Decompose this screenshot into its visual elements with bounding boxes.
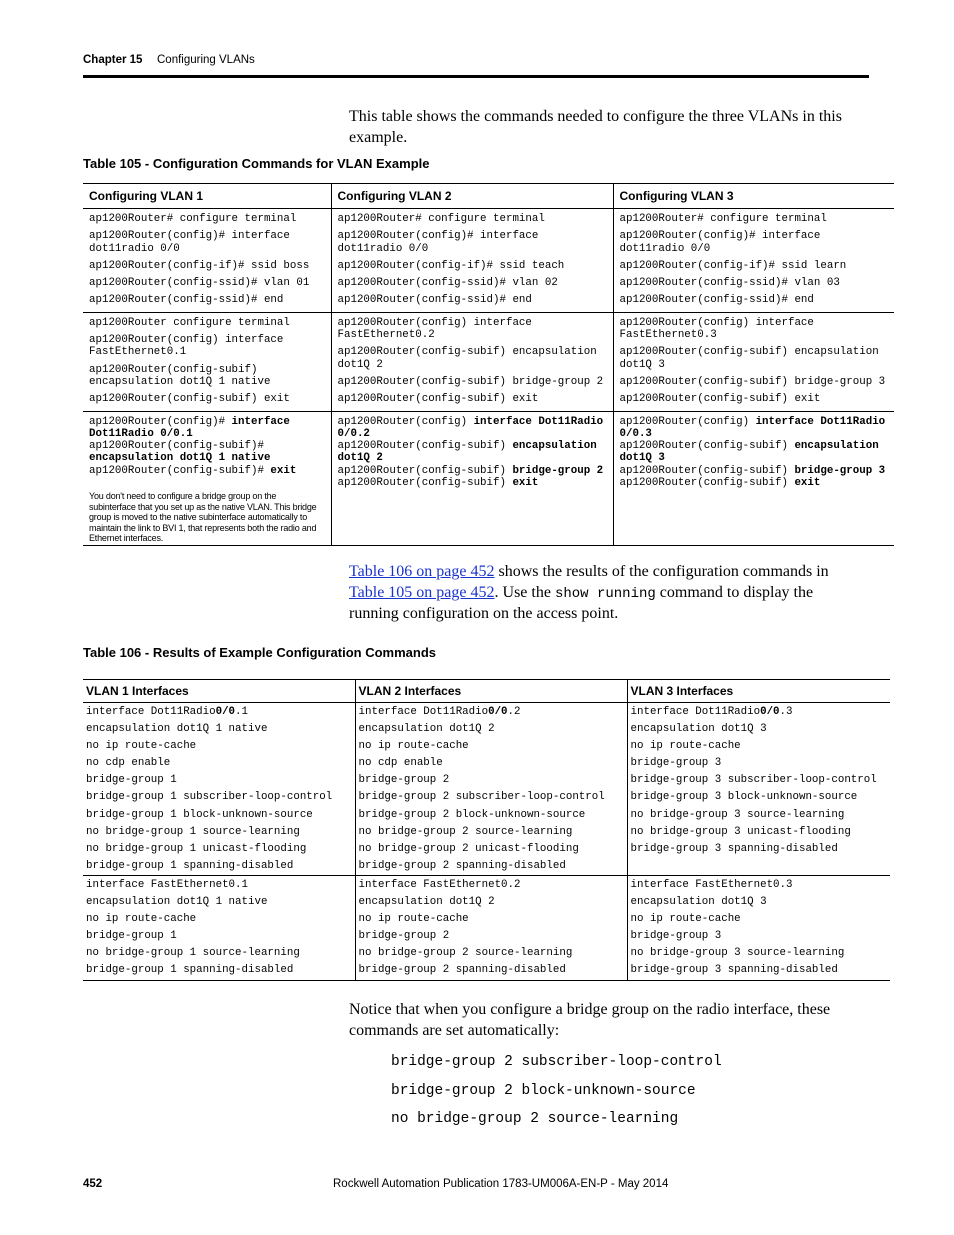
- command-line: ap1200Router(config-subif) exit: [619, 477, 821, 490]
- vlan1-radio-config-cell: [83, 703, 355, 876]
- command-line: ap1200Router(config-subif) encapsulation dot1Q 3: [619, 440, 886, 465]
- command-line: ap1200Router(config-subif) exit: [619, 393, 821, 406]
- config-line: bridge-group 2: [358, 774, 450, 787]
- command-line: ap1200Router(config-ssid)# vlan 02: [337, 277, 558, 290]
- publication-footer: Rockwell Automation Publication 1783-UM006A-EN-P - May 2014: [333, 1178, 669, 1190]
- command-line: ap1200Router# configure terminal: [89, 213, 297, 225]
- config-line: encapsulation dot1Q 3: [630, 896, 767, 909]
- config-line: bridge-group 1 spanning-disabled: [86, 964, 294, 977]
- command-line: ap1200Router(config-subif) exit: [337, 393, 539, 406]
- command-line: ap1200Router(config) interface FastEthernet0.3: [619, 316, 821, 342]
- vlan3-ssid-cell: [613, 209, 894, 313]
- config-line: bridge-group 2 block-unknown-source: [358, 808, 586, 821]
- code-line: bridge-group 2 subscriber-loop-control: [391, 1054, 722, 1070]
- config-line: interface Dot11Radio0/0.2: [358, 706, 521, 718]
- config-line: bridge-group 3 spanning-disabled: [630, 964, 838, 977]
- command-line: ap1200Router(config-if)# ssid teach: [337, 259, 565, 272]
- native-vlan-note: You don't need to configure a bridge group on the subinterface that you set up as the native VLAN. This bridge group is moved to the native subinterface automatically to maintain the link to BVI 1, that represents both the radio and Ethernet interfaces.: [89, 491, 317, 544]
- vlan2-ssid-cell: [331, 209, 613, 313]
- config-line: bridge-group 3 spanning-disabled: [630, 842, 838, 855]
- code-line: bridge-group 2 block-unknown-source: [391, 1082, 696, 1099]
- vlan1-radio-subif-cell: [83, 411, 331, 545]
- command-line: ap1200Router(config-ssid)# end: [337, 294, 532, 307]
- command-line: ap1200Router(config-ssid)# vlan 01: [89, 277, 310, 290]
- config-line: bridge-group 3 block-unknown-source: [630, 791, 858, 804]
- vlan1-ssid-cell: [83, 209, 331, 313]
- config-line: no ip route-cache: [358, 740, 469, 753]
- command-line: ap1200Router(config)# interface dot11radio 0/0: [89, 230, 297, 255]
- table-106: [83, 679, 890, 981]
- config-line: encapsulation dot1Q 1 native: [86, 723, 268, 736]
- table-106-row-ethernet: [83, 875, 890, 980]
- config-line: no bridge-group 1 unicast-flooding: [86, 842, 307, 855]
- command-line: ap1200Router# configure terminal: [337, 213, 545, 225]
- config-line: bridge-group 1 spanning-disabled: [86, 859, 294, 872]
- auto-commands-code-block: [391, 1048, 722, 1134]
- config-line: bridge-group 1: [86, 930, 177, 943]
- config-line: no ip route-cache: [630, 740, 741, 753]
- command-line: ap1200Router configure terminal: [89, 316, 290, 329]
- command-line: ap1200Router(config-subif) exit: [89, 393, 290, 406]
- config-line: no ip route-cache: [630, 913, 741, 926]
- command-line: ap1200Router(config-subif) bridge-group 3: [619, 375, 886, 388]
- command-line: ap1200Router(config) interface Dot11Radio 0/0.2: [337, 415, 610, 440]
- command-line: ap1200Router(config-subif)# exit: [89, 464, 297, 477]
- command-line: ap1200Router(config-ssid)# end: [619, 294, 814, 307]
- command-line: ap1200Router(config-subif) bridge-group 2: [337, 375, 604, 388]
- config-line: interface FastEthernet0.2: [358, 878, 521, 891]
- table-105-header: Configuring VLAN 2: [331, 184, 613, 209]
- show-running-code: show running: [554, 585, 656, 602]
- config-line: bridge-group 2 spanning-disabled: [358, 859, 566, 872]
- config-line: no bridge-group 2 source-learning: [358, 825, 573, 838]
- results-paragraph: Table 106 on page 452 shows the results of the configuration commands in Table 105 on page 452. Use the show running command to display the running configuration on the access point.: [349, 563, 829, 622]
- page-number: 452: [83, 1178, 103, 1190]
- table-105: [83, 183, 894, 546]
- table-106-row-radio: [83, 703, 890, 876]
- config-line: no bridge-group 3 unicast-flooding: [630, 825, 851, 838]
- command-line: ap1200Router(config) interface Dot11Radio 0/0.3: [619, 415, 892, 440]
- table-106-caption: Table 106 - Results of Example Configuration Commands: [83, 645, 436, 660]
- command-line: ap1200Router(config-if)# ssid learn: [619, 259, 847, 272]
- config-line: no cdp enable: [86, 757, 171, 770]
- table-105-header: Configuring VLAN 3: [613, 184, 894, 209]
- config-line: no ip route-cache: [86, 913, 197, 926]
- command-line: ap1200Router(config-subif) encapsulation dot1Q 3: [619, 346, 886, 371]
- command-line: ap1200Router(config-subif) bridge-group 2: [337, 464, 604, 477]
- command-line: ap1200Router(config-subif) encapsulation dot1Q 2: [337, 440, 604, 465]
- config-line: bridge-group 2: [358, 930, 450, 943]
- config-line: bridge-group 2 subscriber-loop-control: [358, 791, 605, 804]
- vlan3-radio-config-cell: [627, 703, 890, 876]
- command-line: ap1200Router(config-subif) encapsulation dot1Q 2: [337, 346, 604, 371]
- config-line: encapsulation dot1Q 2: [358, 896, 495, 909]
- running-header: [83, 54, 255, 66]
- vlan2-ethernet-cell: [331, 312, 613, 411]
- config-line: interface Dot11Radio0/0.1: [86, 706, 249, 718]
- config-line: bridge-group 2 spanning-disabled: [358, 964, 566, 977]
- command-line: ap1200Router(config)# interface Dot11Radio 0/0.1: [89, 415, 297, 440]
- config-line: interface FastEthernet0.3: [630, 878, 793, 891]
- chapter-label: Chapter 15: [83, 54, 143, 66]
- config-line: bridge-group 1 subscriber-loop-control: [86, 791, 333, 804]
- config-line: no bridge-group 3 source-learning: [630, 808, 845, 821]
- table-106-link[interactable]: Table 106 on page 452: [349, 563, 495, 580]
- vlan3-ethernet-cell: [613, 312, 894, 411]
- section-title: Configuring VLANs: [157, 54, 255, 66]
- table-106-header: VLAN 1 Interfaces: [83, 680, 355, 703]
- command-line: ap1200Router(config)# interface dot11radio 0/0: [337, 230, 545, 255]
- config-line: bridge-group 3 subscriber-loop-control: [630, 774, 877, 787]
- table-105-link[interactable]: Table 105 on page 452: [349, 583, 495, 601]
- command-line: ap1200Router# configure terminal: [619, 213, 827, 225]
- config-line: no ip route-cache: [358, 913, 469, 926]
- vlan1-ethernet-config-cell: [83, 875, 355, 980]
- table-105-header: Configuring VLAN 1: [83, 184, 331, 209]
- config-line: no bridge-group 2 unicast-flooding: [358, 842, 579, 855]
- vlan2-radio-config-cell: [355, 703, 627, 876]
- config-line: interface FastEthernet0.1: [86, 878, 248, 891]
- vlan3-radio-subif-cell: [613, 411, 894, 545]
- config-line: no ip route-cache: [86, 740, 197, 753]
- command-line: ap1200Router(config)# interface dot11radio 0/0: [619, 230, 827, 255]
- table-105-caption: Table 105 - Configuration Commands for VLAN Example: [83, 156, 430, 171]
- table-105-row-ethernet: [83, 312, 894, 411]
- config-line: bridge-group 1: [86, 774, 177, 787]
- vlan2-radio-subif-cell: [331, 411, 613, 545]
- config-line: bridge-group 3: [630, 930, 722, 943]
- command-line: ap1200Router(config) interface FastEthernet0.2: [337, 316, 539, 342]
- vlan1-ethernet-cell: [83, 312, 331, 411]
- vlan2-ethernet-config-cell: [355, 875, 627, 980]
- command-line: ap1200Router(config-ssid)# end: [89, 294, 284, 307]
- config-line: bridge-group 1 block-unknown-source: [86, 808, 313, 821]
- intro-paragraph: This table shows the commands needed to configure the three VLANs in this example.: [349, 108, 842, 146]
- command-line: ap1200Router(config-subif) encapsulation dot1Q 1 native: [89, 363, 271, 388]
- config-line: interface Dot11Radio0/0.3: [630, 706, 793, 718]
- command-line: ap1200Router(config-subif)# encapsulation dot1Q 1 native: [89, 440, 271, 465]
- config-line: encapsulation dot1Q 1 native: [86, 896, 268, 909]
- config-line: encapsulation dot1Q 3: [630, 723, 767, 736]
- command-line: ap1200Router(config-ssid)# vlan 03: [619, 277, 840, 290]
- table-106-header: VLAN 3 Interfaces: [627, 680, 890, 703]
- command-line: ap1200Router(config-subif) exit: [337, 477, 539, 490]
- table-105-row-ssid: [83, 209, 894, 313]
- header-rule: [83, 75, 869, 78]
- command-line: ap1200Router(config-if)# ssid boss: [89, 259, 310, 272]
- table-105-row-radio-subif: [83, 411, 894, 545]
- command-line: ap1200Router(config) interface FastEthernet0.1: [89, 334, 290, 359]
- config-line: no bridge-group 2 source-learning: [358, 947, 573, 960]
- table-106-header: VLAN 2 Interfaces: [355, 680, 627, 703]
- config-line: no cdp enable: [358, 757, 443, 770]
- command-line: ap1200Router(config-subif) bridge-group 3: [619, 464, 886, 477]
- config-line: bridge-group 3: [630, 757, 722, 770]
- vlan3-ethernet-config-cell: [627, 875, 890, 980]
- notice-paragraph: Notice that when you configure a bridge group on the radio interface, these commands are set automatically:: [349, 1001, 831, 1039]
- config-line: no bridge-group 1 source-learning: [86, 825, 300, 838]
- code-line: no bridge-group 2 source-learning: [391, 1111, 679, 1128]
- config-line: encapsulation dot1Q 2: [358, 723, 495, 736]
- config-line: no bridge-group 1 source-learning: [86, 947, 300, 960]
- config-line: no bridge-group 3 source-learning: [630, 947, 845, 960]
